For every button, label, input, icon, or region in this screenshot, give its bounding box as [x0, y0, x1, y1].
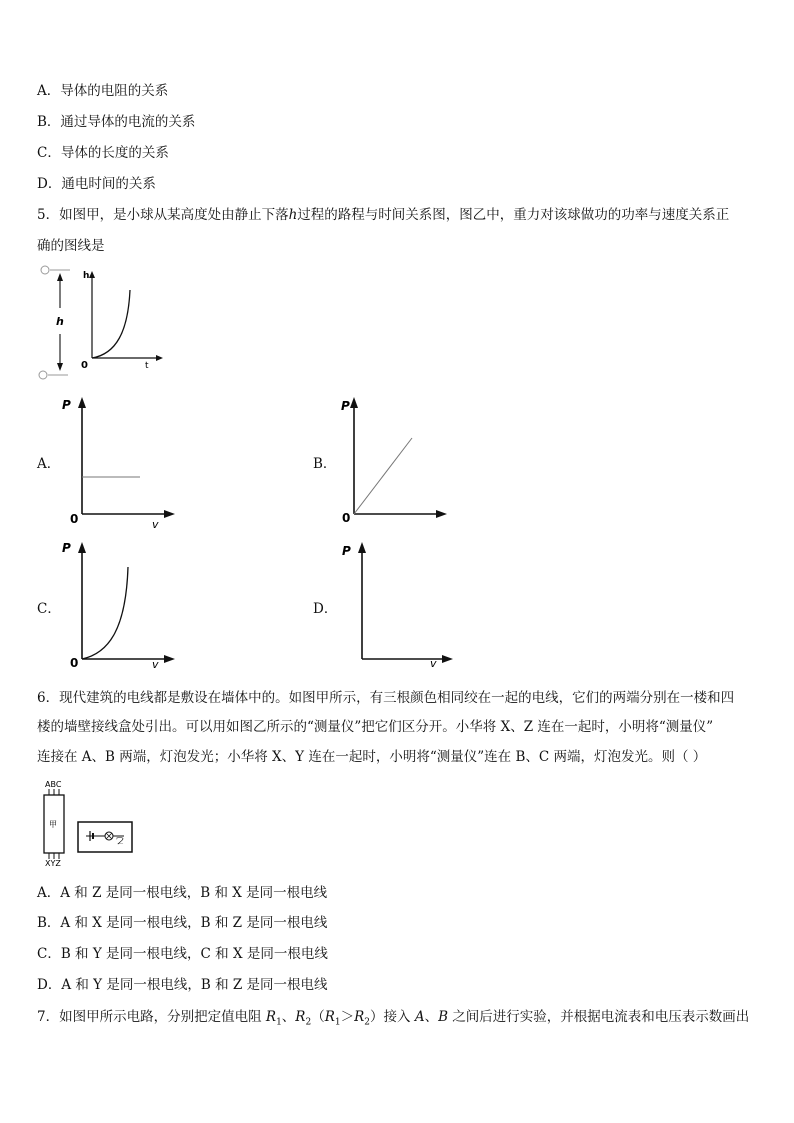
q6-top-label: ABC [45, 780, 62, 789]
d-x-arrow [442, 655, 453, 663]
q7-gt: ＞ [340, 1009, 355, 1025]
q5-option-b-graph [334, 394, 454, 534]
h-arrow-up-head [57, 273, 63, 281]
jia-y-arrow [89, 271, 95, 278]
q6-figure [38, 778, 138, 868]
q6-option-d: D．A 和 Y 是同一根电线，B 和 Z 是同一根电线 [37, 977, 328, 993]
q4-option-a: A．导体的电阻的关系 [37, 83, 169, 99]
c-y-arrow [78, 542, 86, 553]
h-arrow-label: h [56, 315, 64, 328]
a-x-label: v [152, 518, 159, 531]
a-origin: 0 [70, 512, 79, 526]
q5-option-c-label: C． [37, 601, 61, 617]
c-x-label: v [152, 658, 159, 671]
q6-stem-line2: 楼的墙壁接线盒处引出。可以用如图乙所示的“测量仪”把它们区分开。小华将 X、Z 连在一起时，小明将“测量仪” [37, 719, 714, 735]
q6-box-label: 甲 [49, 820, 57, 829]
q7-r2-sub: 2 [305, 1017, 312, 1028]
c-x-arrow [164, 655, 175, 663]
q7-b: B [438, 1009, 448, 1025]
jia-x-arrow [156, 355, 163, 361]
b-curve [354, 438, 412, 514]
d-y-arrow [358, 542, 366, 553]
q4-option-c: C．导体的长度的关系 [37, 145, 169, 161]
a-y-arrow [78, 397, 86, 408]
q7-pre: 7．如图甲所示电路，分别把定值电阻 [37, 1009, 266, 1025]
q6-option-a: A．A 和 Z 是同一根电线，B 和 X 是同一根电线 [37, 885, 328, 901]
q6-option-b: B．A 和 X 是同一根电线，B 和 Z 是同一根电线 [37, 915, 328, 931]
q7-paren-open: （ [311, 1009, 325, 1025]
q7-r1b-sub: 1 [334, 1017, 341, 1028]
q7-r1b: R [324, 1009, 335, 1025]
jia-x-label: t [145, 361, 149, 371]
b-y-arrow [350, 397, 358, 408]
q7-sep: 、 [281, 1009, 296, 1025]
jia-curve [92, 290, 130, 358]
q5-option-a-label: A． [37, 456, 61, 472]
q6-meter-label: 乙 [116, 836, 124, 845]
q4-option-b: B．通过导体的电流的关系 [37, 114, 196, 130]
q4-option-d: D．通电时间的关系 [37, 176, 156, 192]
q6-stem-line1: 6．现代建筑的电线都是敷设在墙体中的。如图甲所示，有三根颜色相同绞在一起的电线，它们的两端分别在一楼和四 [37, 690, 735, 706]
jia-y-label: h [83, 271, 90, 281]
q5-stem-line2: 确的图线是 [37, 238, 105, 254]
b-y-label: P [341, 399, 350, 413]
c-y-label: P [62, 541, 71, 555]
c-curve [82, 567, 128, 659]
q6-stem-line3: 连接在 A、B 两端，灯泡发光；小华将 X、Y 连在一起时，小明将“测量仪”连在 B、C 两端，灯泡发光。则（ ） [37, 749, 707, 765]
a-y-label: P [62, 398, 71, 412]
c-origin: 0 [70, 656, 79, 670]
q7-r1: R [265, 1009, 277, 1025]
q6-option-c: C．B 和 Y 是同一根电线，C 和 X 是同一根电线 [37, 946, 328, 962]
q5-option-d-label: D． [313, 601, 338, 617]
q5-option-a-graph [62, 394, 182, 534]
d-x-label: v [430, 657, 437, 670]
q7-mid: 、 [424, 1009, 439, 1025]
a-x-arrow [164, 510, 175, 518]
q5-stem-var-h: h [288, 207, 298, 223]
q5-option-b-label: B． [313, 456, 337, 472]
q7-stem-line1 [37, 1008, 749, 1032]
b-origin: 0 [342, 511, 351, 525]
q5-stem-post: 过程的路程与时间关系图，图乙中，重力对该球做功的功率与速度关系正 [297, 207, 730, 223]
h-arrow-down-head [57, 363, 63, 371]
ball-bottom [39, 371, 47, 379]
q7-r2: R [295, 1009, 306, 1025]
q5-option-c-graph [62, 539, 182, 679]
q5-stem-pre: 5．如图甲，是小球从某高度处由静止下落 [37, 207, 289, 223]
q7-paren-close: ）接入 [370, 1009, 415, 1025]
q5-option-d-graph [342, 539, 462, 679]
q7-a: A [414, 1009, 425, 1025]
q5-stem-line1 [37, 206, 729, 224]
jia-origin: 0 [81, 360, 88, 371]
q6-bottom-label: XYZ [45, 859, 61, 868]
q7-r2b: R [354, 1009, 365, 1025]
q7-post: 之间后进行实验，并根据电流表和电压表示数画出 [447, 1009, 750, 1025]
d-y-label: P [342, 544, 351, 558]
q5-figure-jia [36, 262, 176, 384]
b-x-arrow [436, 510, 447, 518]
ball-top [41, 266, 49, 274]
q7-r2b-sub: 2 [364, 1017, 371, 1028]
q7-r1-sub: 1 [276, 1017, 282, 1028]
